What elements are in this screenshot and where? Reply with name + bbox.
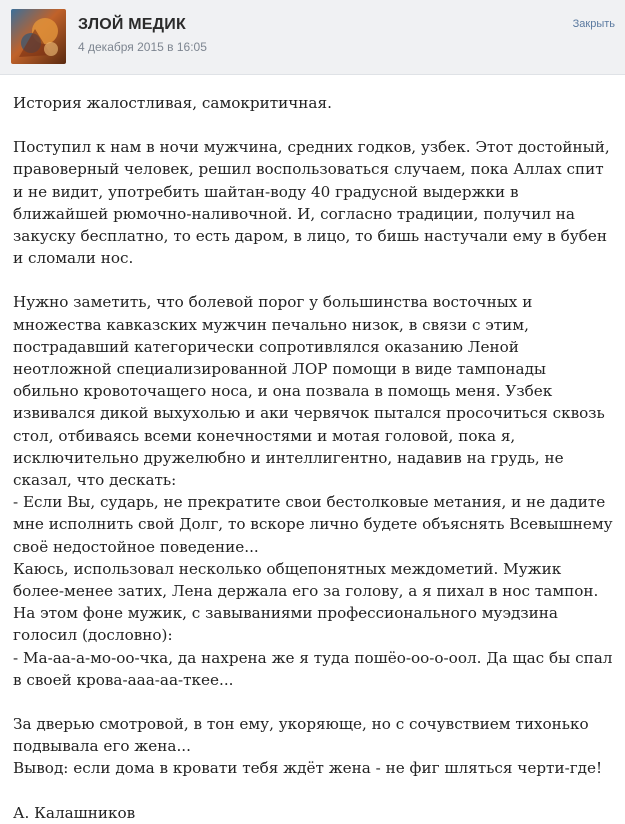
post-paragraph: Поступил к нам в ночи мужчина, средних годков, узбек. Этот достойный, правоверный человек, решил воспользоваться случаем, пока Аллах спит и не видит, употребить шайтан-воду 40 градусной выдержки в ближайшей рюмочно-наливочной. И, согласно традиции, получил на закуску бесплатно, то есть даром, в лицо, то бишь настучали ему в бубен и сломали нос. [13, 138, 610, 268]
post-body [13, 92, 613, 824]
close-button[interactable]: Закрыть [572, 18, 615, 30]
avatar-image [11, 9, 66, 64]
post-paragraph: История жалостливая, самокритичная. [13, 94, 332, 112]
post-paragraph: За дверью смотровой, в тон ему, укоряюще, но с сочувствием тихонько подвывала его жена... Вывод: если дома в кровати тебя ждёт жена - не фиг шляться черти-где! [13, 715, 603, 778]
post-date[interactable]: 4 декабря 2015 в 16:05 [78, 40, 207, 54]
post-paragraph: Нужно заметить, что болевой порог у большинства восточных и множества кавказских мужчин печально низок, в связи с этим, пострадавший категорически сопротивлялся оказанию Леной неотложной специализированной ЛОР помощи в виде тампонады обильно кровоточащего носа, и она позвала в помощь меня. Узбек извивался дикой выхухолью и аки червячок пытался просочиться сквозь стол, отбиваясь всеми конечностями и мотая головой, пока я, исключительно дружелюбно и интеллигентно, надавив на грудь, не сказал, что дескать: - Если Вы, сударь, не прекратите свои бестолковые метания, и не дадите мне исполнить свой Долг, то вскоре лично будете объяснять Всевышнему своё недостойное поведение... Каюсь, использовал несколько общепонятных междометий. Мужик более-менее затих, Лена держала его за голову, а я пихал в нос тампон. На этом фоне мужик, с завываниями профессионального муэдзина голосил (дословно): - Ма-аа-а-мо-оо-чка, да нахрена же я туда пошёо-оо-о-оол. Да щас бы спал в своей крова-ааа-аа-ткее... [13, 293, 613, 689]
author-name[interactable]: ЗЛОЙ МЕДИК [78, 16, 186, 33]
post-header [0, 0, 625, 75]
avatar[interactable] [11, 9, 66, 64]
post-signature: А. Калашников [13, 803, 136, 822]
